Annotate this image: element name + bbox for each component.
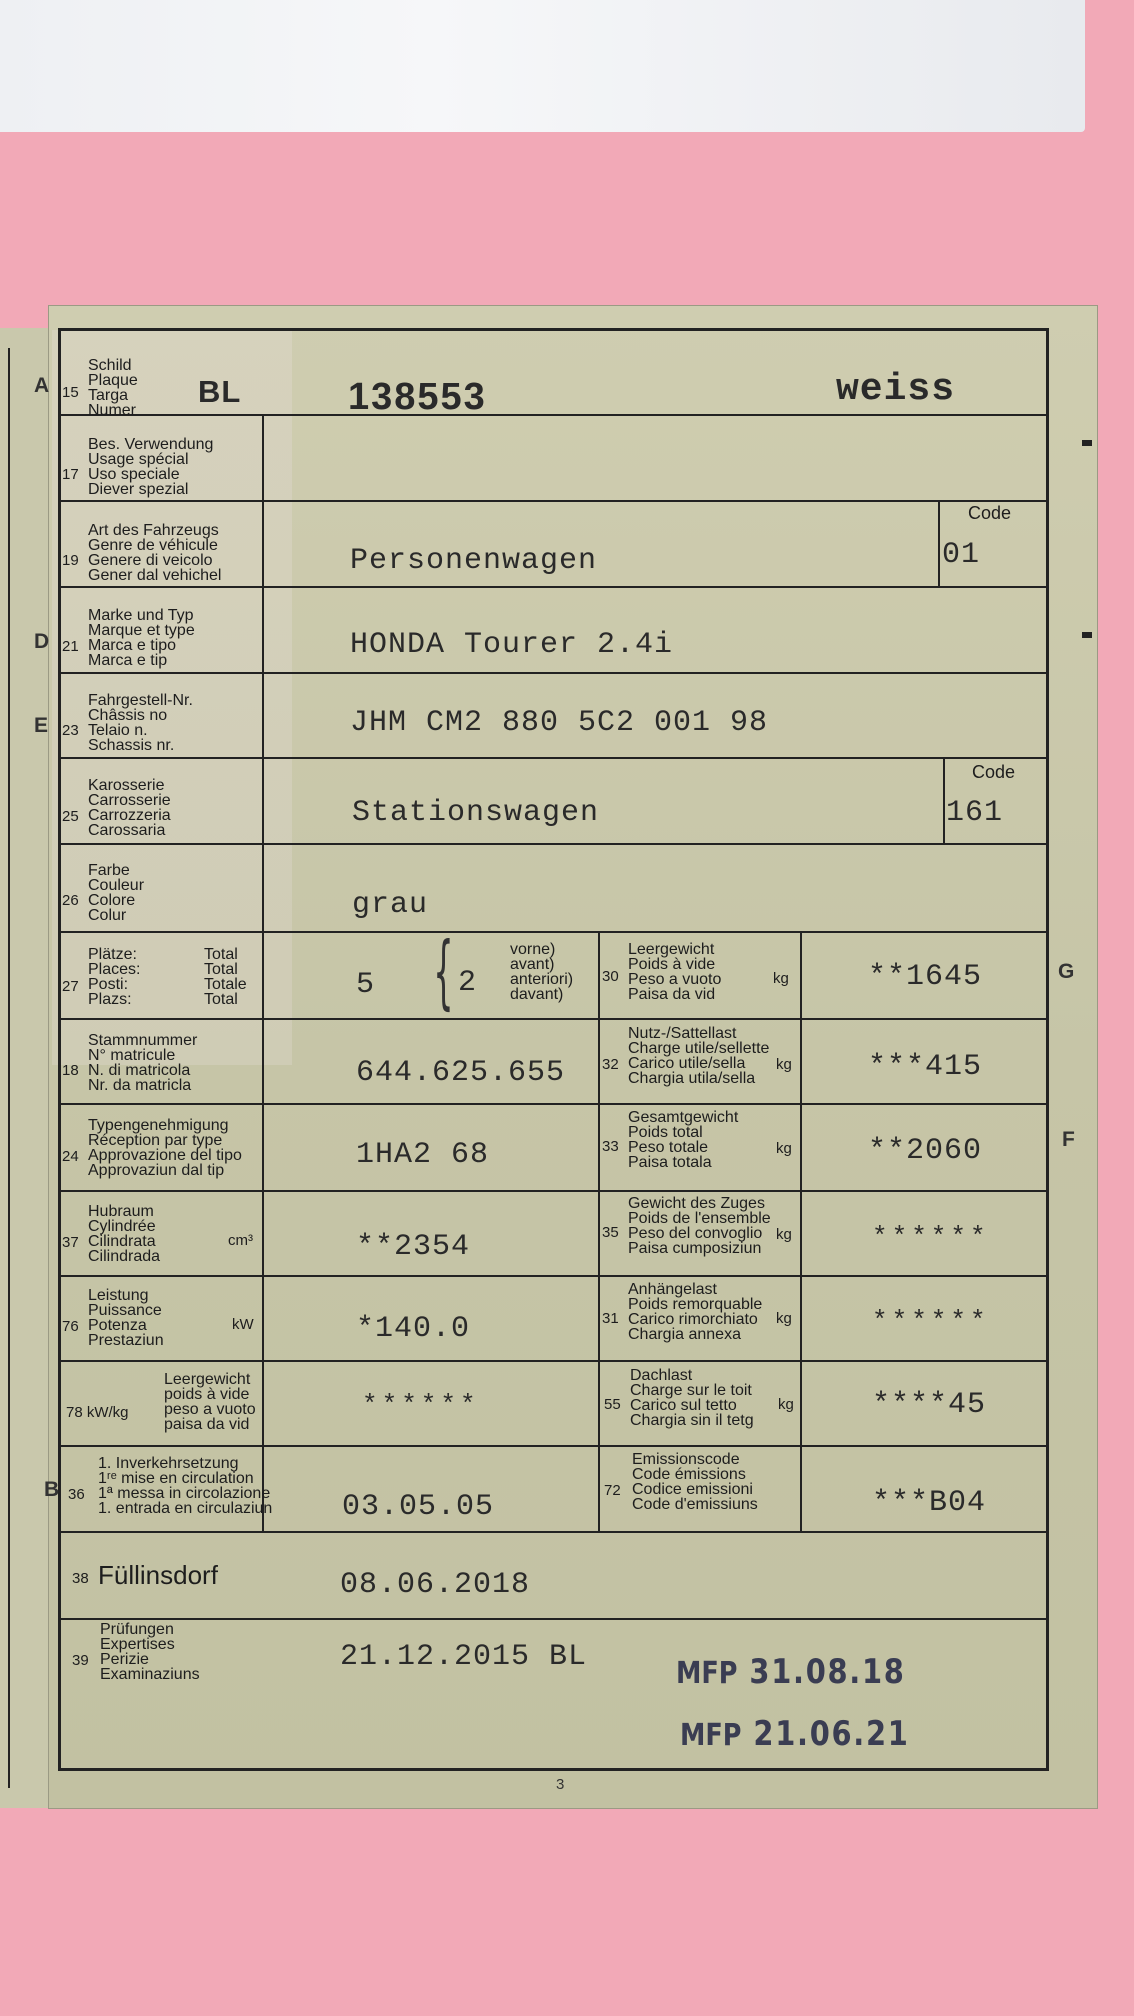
field-18-label: Stammnummer N° matricule N. di matricola Nr. da matricla bbox=[88, 1032, 198, 1094]
plate-color: weiss bbox=[836, 368, 956, 411]
field-33-label: Gesamtgewicht Poids total Peso totale Paisa totala bbox=[628, 1109, 739, 1171]
unit-kg: kg bbox=[773, 970, 789, 987]
field-number-55: 55 bbox=[604, 1396, 621, 1413]
issue-date-value: 08.06.2018 bbox=[340, 1568, 531, 1602]
field-number-21: 21 bbox=[62, 638, 79, 655]
field-25-label: Karosserie Carrosserie Carrozzeria Carossaria bbox=[88, 777, 171, 839]
field-36-label: 1. Inverkehrsetzung 1ʳᵉ mise en circulation 1ª messa in circolazione 1. entrada en circulaziun bbox=[98, 1455, 273, 1517]
field-27-label: Plätze: Places: Posti: Plazs: bbox=[88, 946, 141, 1008]
field-19-label: Art des Fahrzeugs Genre de véhicule Genere di veicolo Gener dal vehichel bbox=[88, 522, 222, 584]
field-72-label: Emissionscode Code émissions Codice emissioni Code d'emissiuns bbox=[632, 1451, 758, 1513]
margin-letter-d: D bbox=[34, 630, 50, 653]
canton-code: BL bbox=[198, 374, 242, 409]
page-number: 3 bbox=[556, 1776, 565, 1793]
field-number-17: 17 bbox=[62, 466, 79, 483]
code-header: Code bbox=[972, 762, 1016, 782]
make-model-value: HONDA Tourer 2.4i bbox=[350, 628, 674, 662]
seats-front-value: 2 bbox=[458, 966, 478, 1000]
power-weight-value: ****** bbox=[362, 1390, 480, 1420]
field-35-label: Gewicht des Zuges Poids de l'ensemble Peso del convoglio Paisa cumposiziun bbox=[628, 1195, 771, 1257]
unit-cm3: cm³ bbox=[228, 1232, 253, 1249]
issue-place: Füllinsdorf bbox=[98, 1560, 218, 1590]
field-30-label: Leergewicht Poids à vide Peso a vuoto Paisa da vid bbox=[628, 941, 722, 1003]
master-number-value: 644.625.655 bbox=[356, 1056, 566, 1090]
field-number-26: 26 bbox=[62, 892, 79, 909]
field-number-31: 31 bbox=[602, 1310, 619, 1327]
roof-load-value: ****45 bbox=[872, 1388, 987, 1422]
trailer-load-value: ****** bbox=[872, 1306, 990, 1336]
field-number-18: 18 bbox=[62, 1062, 79, 1079]
paper-sheet-top bbox=[0, 0, 1085, 132]
unit-kg: kg bbox=[776, 1310, 792, 1327]
field-number-33: 33 bbox=[602, 1138, 619, 1155]
field-21-label: Marke und Typ Marque et type Marca e tipo Marca e tip bbox=[88, 607, 195, 669]
field-number-30: 30 bbox=[602, 968, 619, 985]
seats-front-label: vorne) avant) anteriori) davant) bbox=[510, 941, 574, 1003]
chassis-number-value: JHM CM2 880 5C2 001 98 bbox=[350, 706, 769, 740]
displacement-value: **2354 bbox=[356, 1230, 471, 1264]
margin-letter-b: B bbox=[44, 1478, 60, 1501]
field-55-label: Dachlast Charge sur le toit Carico sul tetto Chargia sin il tetg bbox=[630, 1367, 754, 1429]
unit-kg: kg bbox=[778, 1396, 794, 1413]
edge-mark bbox=[1082, 632, 1092, 638]
field-number-25: 25 bbox=[62, 808, 79, 825]
total-weight-value: **2060 bbox=[868, 1134, 983, 1168]
field-number-72: 72 bbox=[604, 1482, 621, 1499]
field-number-24: 24 bbox=[62, 1148, 79, 1165]
field-number-76: 76 bbox=[62, 1318, 79, 1335]
margin-letter-f: F bbox=[1062, 1128, 1075, 1151]
type-approval-value: 1HA2 68 bbox=[356, 1138, 490, 1172]
train-weight-value: ****** bbox=[872, 1222, 990, 1252]
plate-number: 138553 bbox=[348, 376, 487, 418]
field-37-label: Hubraum Cylindrée Cilindrata Cilindrada bbox=[88, 1203, 161, 1265]
field-15-label: Schild Plaque Targa Numer bbox=[88, 357, 138, 419]
vehicle-type-code: 01 bbox=[942, 538, 981, 572]
field-76-label: Leistung Puissance Potenza Prestaziun bbox=[88, 1287, 164, 1349]
field-31-label: Anhängelast Poids remorquable Carico rimorchiato Chargia annexa bbox=[628, 1281, 763, 1343]
power-value: *140.0 bbox=[356, 1312, 471, 1346]
inspection-value: 21.12.2015 BL bbox=[340, 1640, 588, 1674]
vehicle-type-value: Personenwagen bbox=[350, 544, 598, 578]
field-number-23: 23 bbox=[62, 722, 79, 739]
field-number-32: 32 bbox=[602, 1056, 619, 1073]
field-number-38: 38 bbox=[72, 1570, 89, 1587]
color-value: grau bbox=[352, 888, 429, 922]
field-78-label: Leergewicht poids à vide peso a vuoto paisa da vid bbox=[164, 1371, 256, 1433]
field-number-35: 35 bbox=[602, 1224, 619, 1241]
field-number-39: 39 bbox=[72, 1652, 89, 1669]
field-number-37: 37 bbox=[62, 1234, 79, 1251]
first-registration-value: 03.05.05 bbox=[342, 1490, 495, 1524]
field-24-label: Typengenehmigung Réception par type Approvazione del tipo Approvaziun dal tip bbox=[88, 1117, 242, 1179]
margin-letter-a: A bbox=[34, 374, 50, 397]
unit-kg: kg bbox=[776, 1140, 792, 1157]
field-number-19: 19 bbox=[62, 552, 79, 569]
inspection-stamp: MFP 31.08.18 bbox=[676, 1652, 906, 1692]
field-26-label: Farbe Couleur Colore Colur bbox=[88, 862, 145, 924]
bracket-shape: { bbox=[433, 925, 454, 1018]
body-type-code: 161 bbox=[946, 796, 1004, 830]
code-header: Code bbox=[968, 503, 1012, 523]
unit-kg: kg bbox=[776, 1226, 792, 1243]
edge-mark bbox=[1082, 440, 1092, 446]
field-27-total-label: Total Total Totale Total bbox=[204, 946, 247, 1008]
field-23-label: Fahrgestell-Nr. Châssis no Telaio n. Schassis nr. bbox=[88, 692, 193, 754]
margin-letter-e: E bbox=[34, 714, 49, 737]
emission-code-value: ***B04 bbox=[872, 1486, 987, 1520]
inspection-stamp: MFP 21.06.21 bbox=[680, 1714, 910, 1754]
body-type-value: Stationswagen bbox=[352, 796, 600, 830]
field-39-label: Prüfungen Expertises Perizie Examinaziuns bbox=[100, 1621, 200, 1683]
margin-letter-g: G bbox=[1058, 960, 1075, 983]
payload-value: ***415 bbox=[868, 1050, 983, 1084]
seats-total-value: 5 bbox=[356, 968, 376, 1002]
unit-kg: kg bbox=[776, 1056, 792, 1073]
field-number-36: 36 bbox=[68, 1486, 85, 1503]
field-17-label: Bes. Verwendung Usage spécial Uso speciale Diever spezial bbox=[88, 436, 214, 498]
field-number-15: 15 bbox=[62, 384, 79, 401]
empty-weight-value: **1645 bbox=[868, 960, 983, 994]
field-number-78: 78 kW/kg bbox=[66, 1404, 129, 1421]
unit-kw: kW bbox=[232, 1316, 254, 1333]
field-number-27: 27 bbox=[62, 978, 79, 995]
field-32-label: Nutz-/Sattellast Charge utile/sellette Carico utile/sella Chargia utila/sella bbox=[628, 1025, 770, 1087]
